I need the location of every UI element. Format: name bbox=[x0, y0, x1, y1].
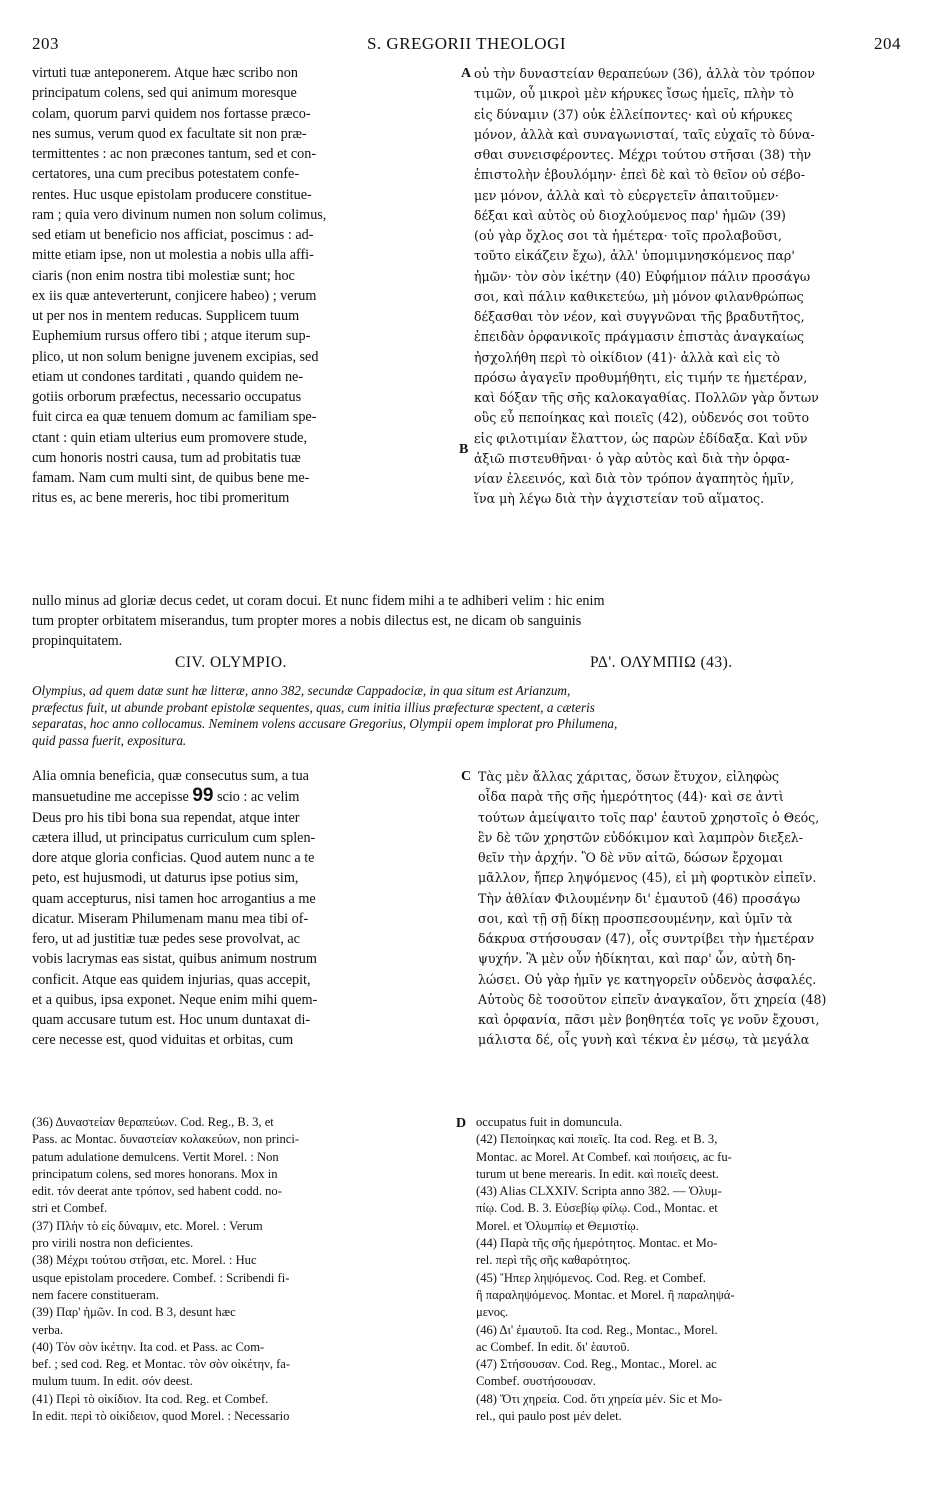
text-line: dore atque gloria conficias. Quod autem nunc a te bbox=[32, 850, 315, 866]
text-line: fero, ut ad justitiæ tuæ pedes sese provolvat, ac bbox=[32, 931, 300, 947]
text-line: fuit circa ea quæ tenuem domum ac familiam spe- bbox=[32, 409, 317, 426]
text-line: rel., qui paulo post μέν delet. bbox=[476, 1409, 622, 1424]
running-header bbox=[32, 34, 901, 56]
text-line: mitte etiam ipse, non ut molestia a nobis ulla affi- bbox=[32, 247, 314, 264]
text-line: virtuti tuæ anteponerem. Atque hæc scribo non bbox=[32, 65, 298, 81]
text-line: termittentes : ac non præcones tantum, sed et con- bbox=[32, 146, 317, 162]
text-line: (47) Στήσουσαν. Cod. Reg., Montac., Morel. ac bbox=[476, 1357, 717, 1372]
text-line: ἓν δὲ τῶν χρηστῶν εὐδόκιμον καὶ λαμπρὸν διεξελ- bbox=[478, 829, 803, 845]
text-line: gotiis orborum præfectus, necessario occupatus bbox=[32, 389, 302, 405]
text-line: μάλιστα δέ, οἷς γυνὴ καὶ τέκνα ἐν μέσῳ, τὰ μεγάλα bbox=[478, 1032, 810, 1048]
text-line: νίαν ἐλεεινός, καὶ διὰ τὸν τρόπον ἀγαπητὸς ἡμῖν, bbox=[474, 471, 795, 486]
text-line: πρόσω ἀγαγεῖν προθυμήθητι, εἰς τιμήν τε ἡμετέραν, bbox=[474, 369, 808, 385]
text-line: Morel. et Ὀλυμπίῳ et Θεμιστίῳ. bbox=[476, 1218, 639, 1233]
text-line: σοι, καὶ πάλιν καθικετεύω, μὴ μόνον φιλανθρώπως bbox=[474, 288, 804, 304]
text-line: certatores, una cum precibus potestatem confe- bbox=[32, 166, 300, 183]
text-line: δάκρυα στήσουσαν (47), οἷς συντρίβει τὴν ἡμετέραν bbox=[478, 931, 815, 946]
text-line: nes sumus, verum quod ex facultate sit non præ- bbox=[32, 125, 307, 142]
text-line: (οὐ γὰρ ὄχλος σοι τὰ ἡμέτερα· τοῖς προλαβοῦσι, bbox=[474, 228, 783, 243]
text-line: ἠσχολήθη περὶ τὸ οἰκίδιον (41)· ἀλλὰ καὶ εἰς τὸ bbox=[474, 349, 781, 365]
text-line: vobis lacrymas eas sistat, quibus animum nostrum bbox=[32, 951, 317, 968]
text-line: ram ; quia vero divinum numen non solum colimus, bbox=[32, 206, 327, 223]
text-line: colam, quorum parvi quidem nos fortasse præco- bbox=[32, 105, 311, 122]
text-line: μενος. bbox=[476, 1305, 509, 1320]
text-line: σθαι συνεισφέροντες. Μέχρι τούτου στῆσαι (38) τὴν bbox=[474, 147, 812, 162]
letter-title-greek: ΡΔ'. ΟΛΥΜΠΙΩ (43). bbox=[590, 654, 733, 671]
folio-number: 99 bbox=[192, 786, 214, 807]
text-line: edit. τόν deerat ante τρόπον, sed habent codd. no- bbox=[32, 1184, 282, 1199]
page-number-right: 204 bbox=[874, 34, 901, 53]
text-line: ἐπειδὰν ὀρφανικοῖς πράγμασιν ἐπιστὰς ἀναγκαίως bbox=[474, 329, 805, 345]
text-line: τιμῶν, οὗ μικροὶ μὲν κήρυκες ἴσως ἡμεῖς, πλὴν τὸ bbox=[474, 86, 794, 102]
body-greek-column bbox=[478, 767, 902, 1051]
letter-title-latin: CIV. OLYMPIO. bbox=[175, 654, 287, 671]
text-line: præfectus fuit, ut abunde probant epistolæ sequentes, quas, cum initia illius præfecturæ spectent, a cæteris bbox=[32, 699, 595, 715]
margin-marker-c: C bbox=[461, 769, 472, 784]
text-line: ἐπιστολὴν ἐβουλόμην· ἐπεὶ δὲ καὶ τὸ θεῖον οὐ σέβο- bbox=[474, 167, 806, 183]
text-line: propinquitatem. bbox=[32, 633, 123, 649]
text-line: ritus es, ac bene mereris, hoc tibi promeritum bbox=[32, 490, 290, 507]
text-line: (44) Παρὰ τῆς σῆς ἡμερότητος. Montac. et Mo- bbox=[476, 1236, 718, 1251]
text-line: ἀξιῶ πιστευθῆναι· ὁ γὰρ αὐτὸς καὶ διὰ τὴν ὀρφα- bbox=[474, 450, 790, 466]
text-line: (39) Παρ' ἡμῶν. In cod. B 3, desunt hæc bbox=[32, 1305, 236, 1320]
text-line: principatum colens, sed qui animum moresque bbox=[32, 85, 297, 102]
margin-marker-a: A bbox=[461, 66, 472, 81]
text-line: καὶ δόξαν τῆς σῆς καλοκαγαθίας. Πολλῶν γὰρ ὄντων bbox=[474, 390, 819, 405]
text-line: separatas, hoc anno collocamus. Neminem volens accusare Gregorius, Olympii opem implorat pro Philumena, bbox=[32, 716, 618, 731]
text-line-with-folio bbox=[32, 786, 460, 807]
text-line: Αὐτοὺς δὲ τοσοῦτον εἰπεῖν ἀναγκαῖον, ὅτι χηρεία (48) bbox=[478, 991, 827, 1007]
text-line: etiam ut condones tarditati , quando quidem ne- bbox=[32, 368, 304, 385]
text-line: τούτων ἀμείψαιτο τοῖς παρ' ἑαυτοῦ χρηστοῖς ὁ Θεός, bbox=[478, 809, 820, 825]
text-line: nullo minus ad gloriæ decus cedet, ut coram docui. Et nunc fidem mihi a te adhiberi velim : hic enim bbox=[32, 593, 605, 609]
margin-marker-b: B bbox=[459, 442, 469, 457]
text-line: famam. Nam cum multi sint, de quibus bene me- bbox=[32, 470, 310, 486]
text-line: οὐ τὴν δυναστείαν θεραπεύων (36), ἀλλὰ τὸν τρόπον bbox=[474, 66, 815, 81]
text-line: δέξαι καὶ αὐτὸς οὐ διοχλούμενος παρ' ἡμῶν (39) bbox=[474, 207, 786, 223]
text-line: Pass. ac Montac. δυναστείαν κολακεύων, non princi- bbox=[32, 1132, 300, 1147]
text-line: cum honoris nostri causa, tum ad probitatis tuæ bbox=[32, 449, 301, 466]
footnotes-right bbox=[476, 1114, 902, 1425]
text-line: (42) Πεποίηκας καὶ ποιεῖς. Ita cod. Reg. et B. 3, bbox=[476, 1132, 718, 1147]
text-fragment: scio : ac velim bbox=[213, 789, 300, 806]
text-line: (38) Μέχρι τούτου στῆσαι, etc. Morel. : Huc bbox=[32, 1253, 257, 1268]
text-line: principatum colens, sed mores honorans. Mox in bbox=[32, 1166, 278, 1181]
text-line: σοι, καὶ τῇ σῇ δίκῃ προσπεσουμένην, καὶ ὑμῖν τὰ bbox=[478, 910, 793, 926]
text-line: οἶδα παρὰ τῆς σῆς ἡμερότητος (44)· καὶ σε ἀντὶ bbox=[478, 789, 784, 805]
text-line: (45) Ἤπερ ληψόμενος. Cod. Reg. et Combef. bbox=[476, 1270, 706, 1285]
text-line: Euphemium rursus offero tibi ; atque iterum sup- bbox=[32, 328, 311, 345]
text-line: rel. περὶ τῆς σῆς καθαρότητος. bbox=[476, 1253, 631, 1268]
text-line: Olympius, ad quem datæ sunt hæ litteræ, anno 382, secundæ Cappadociæ, in qua situm est Arianzum, bbox=[32, 683, 571, 698]
text-line: occupatus fuit in domuncula. bbox=[476, 1115, 623, 1129]
margin-marker-d: D bbox=[456, 1116, 467, 1131]
top-greek-column bbox=[474, 64, 902, 510]
text-line: (40) Τὸν σὸν ἱκέτην. Ita cod. et Pass. ac Com- bbox=[32, 1339, 265, 1354]
text-line: (43) Alias CLXXIV. Scripta anno 382. — Ὀλυμ- bbox=[476, 1184, 722, 1199]
text-line: εἰς δύναμιν (37) οὐκ ἐλλείποντες· καὶ οὐ κήρυκες bbox=[474, 106, 793, 122]
footnotes-left bbox=[32, 1114, 452, 1425]
text-line: μᾶλλον, ἤπερ ληψόμενος (45), εἰ μὴ φορτικὸν εἰπεῖν. bbox=[478, 870, 817, 886]
text-line: μόνον, ἀλλὰ καὶ συναγωνισταί, ταῖς εὐχαῖς τὸ δύνα- bbox=[474, 126, 815, 142]
body-latin-rest bbox=[32, 808, 460, 1051]
text-line: quid passa fuerit, expositura. bbox=[32, 732, 187, 748]
text-line: In edit. περὶ τὸ οἰκίδειον, quod Morel. : Necessario bbox=[32, 1409, 290, 1424]
text-line: δέξασθαι τὸν νέον, καὶ συγγνῶναι τῆς βραδυτῆτος, bbox=[474, 309, 805, 324]
text-line: Deus pro his tibi bona sua rependat, atque inter bbox=[32, 809, 300, 826]
text-line: (37) Πλὴν τὸ εἰς δύναμιν, etc. Morel. : Verum bbox=[32, 1218, 263, 1233]
text-line: ac Combef. In edit. δι' ἑαυτοῦ. bbox=[476, 1339, 630, 1354]
text-line: stri et Combef. bbox=[32, 1201, 108, 1216]
text-line: dicatur. Miseram Philumenam manu mea tibi of- bbox=[32, 910, 309, 927]
text-line: mulum tuum. In edit. σόν deest. bbox=[32, 1374, 193, 1389]
text-line: verba. bbox=[32, 1322, 64, 1337]
text-line: plico, ut non solum benigne juvenem excipias, sed bbox=[32, 348, 319, 365]
text-line: ex iis quæ anteverterunt, conjicere habeo) ; verum bbox=[32, 287, 317, 304]
text-line: peto, est hujusmodi, ut daturus ipse potius sim, bbox=[32, 870, 299, 887]
text-line: pro virili nostra non deficientes. bbox=[32, 1236, 194, 1251]
text-line: (36) Δυναστείαν θεραπεύων. Cod. Reg., B. 3, et bbox=[32, 1115, 274, 1129]
text-line: ciaris (non enim nostra tibi molestiæ sunt; hoc bbox=[32, 267, 295, 284]
text-line: (41) Περὶ τὸ οἰκίδιον. Ita cod. Reg. et Combef. bbox=[32, 1391, 269, 1406]
text-line: ἢ παραληψόμενος. Montac. et Morel. ἢ παραληψά- bbox=[476, 1287, 735, 1302]
text-line: rentes. Huc usque epistolam producere constitue- bbox=[32, 186, 312, 203]
text-line: tum propter orbitatem miserandus, tum propter mores a nobis dilectus est, ne dicam ob sanguinis bbox=[32, 613, 582, 629]
text-line: cere necesse est, quod viduitas et orbitas, cum bbox=[32, 1032, 294, 1049]
text-line: patum adulatione demulcens. Vertit Morel. : Non bbox=[32, 1149, 279, 1164]
page-number-left: 203 bbox=[32, 34, 59, 53]
text-line: conficit. Atque eas quidem injurias, quas accepit, bbox=[32, 971, 311, 988]
text-line: οὓς εὖ πεποίηκας καὶ ποιεῖς (42), οὐδενός σοι τοῦτο bbox=[474, 410, 810, 426]
text-line: θεῖν τὴν ἀρχήν. Ὃ δὲ νῦν αἰτῶ, δώσων ἔρχομαι bbox=[478, 850, 784, 865]
text-line: ψυχήν. Ἃ μὲν οὖν ἠδίκηται, καὶ παρ' ὧν, αὐτὴ δη- bbox=[478, 951, 796, 967]
text-line: Τὰς μὲν ἄλλας χάριτας, ὅσων ἔτυχον, εἰληφὼς bbox=[478, 769, 780, 784]
text-line: quam accusare tutum est. Hoc unum duntaxat di- bbox=[32, 1012, 311, 1028]
text-line: et a quibus, ipsa exponet. Neque enim mihi quem- bbox=[32, 991, 318, 1008]
text-line: καὶ ὀρφανία, πᾶσι μὲν βοηθητέα τοῖς γε νοῦν ἔχουσι, bbox=[478, 1012, 820, 1027]
body-latin-column bbox=[32, 766, 460, 1051]
text-line: ut per nos in mentem reducas. Supplicem tuum bbox=[32, 308, 300, 324]
running-title: S. GREGORII THEOLOGI bbox=[366, 34, 567, 53]
text-line: sed etiam ut beneficio nos afficiat, poscimus : ad- bbox=[32, 227, 314, 243]
text-line: ἵνα μὴ λέγω διὰ τὴν ἀγχιστείαν τοῦ αἵματος. bbox=[474, 491, 765, 507]
text-line: ctant : quin etiam ulterius eum promovere stude, bbox=[32, 429, 308, 446]
text-line: πίῳ. Cod. B. 3. Εὐσεβίῳ φίλῳ. Cod., Montac. et bbox=[476, 1201, 718, 1216]
text-line: Montac. ac Morel. At Combef. καὶ ποιήσεις, ac fu- bbox=[476, 1149, 732, 1164]
text-line: bef. ; sed cod. Reg. et Montac. τὸν σὸν οἰκέτην, fa- bbox=[32, 1357, 291, 1372]
text-line: usque epistolam procedere. Combef. : Scribendi fi- bbox=[32, 1270, 290, 1285]
text-line: (48) Ὅτι χηρεία. Cod. ὅτι χηρεία μέν. Sic et Mo- bbox=[476, 1391, 723, 1406]
text-line: Combef. συστήσουσαν. bbox=[476, 1374, 596, 1389]
text-fragment: mansuetudine me accepisse bbox=[32, 789, 193, 806]
text-line: μεν μόνον, ἀλλὰ καὶ τὸ εὐεργετεῖν ἀπαιτοῦμεν· bbox=[474, 187, 779, 203]
text-line: turum ut bene merearis. In edit. καὶ ποιεῖς deest. bbox=[476, 1166, 719, 1181]
text-line: Alia omnia beneficia, quæ consecutus sum, a tua bbox=[32, 768, 309, 784]
text-line: Τὴν ἀθλίαν Φιλουμένην δι' ἐμαυτοῦ (46) προσάγω bbox=[478, 890, 801, 906]
full-width-paragraph bbox=[32, 591, 902, 651]
text-line: εἰς φιλοτιμίαν ἔλαττον, ὡς παρὼν ἐδίδαξα. Καὶ νῦν bbox=[474, 430, 808, 446]
top-latin-column bbox=[32, 63, 460, 509]
text-line: τοῦτο εἰκάζειν ἔχω), ἀλλ' ὑπομιμνησκόμενος παρ' bbox=[474, 248, 795, 264]
text-line: cætera illud, ut principatus curriculum cum splen- bbox=[32, 829, 316, 846]
text-line: nem facere constitueram. bbox=[32, 1287, 159, 1302]
text-line: λώσει. Οὐ γὰρ ἡμῖν γε κατηγορεῖν οὐδενὸς ἀσφαλές. bbox=[478, 971, 817, 987]
text-line: (46) Δι' ἐμαυτοῦ. Ita cod. Reg., Montac., Morel. bbox=[476, 1322, 718, 1337]
text-line: quam accepturus, nisi tamen hoc arrogantius a me bbox=[32, 890, 316, 907]
letter-summary bbox=[32, 683, 902, 749]
text-line: ἡμῶν· τὸν σὸν ἱκέτην (40) Εὐφήμιον πάλιν προσάγω bbox=[474, 268, 811, 284]
